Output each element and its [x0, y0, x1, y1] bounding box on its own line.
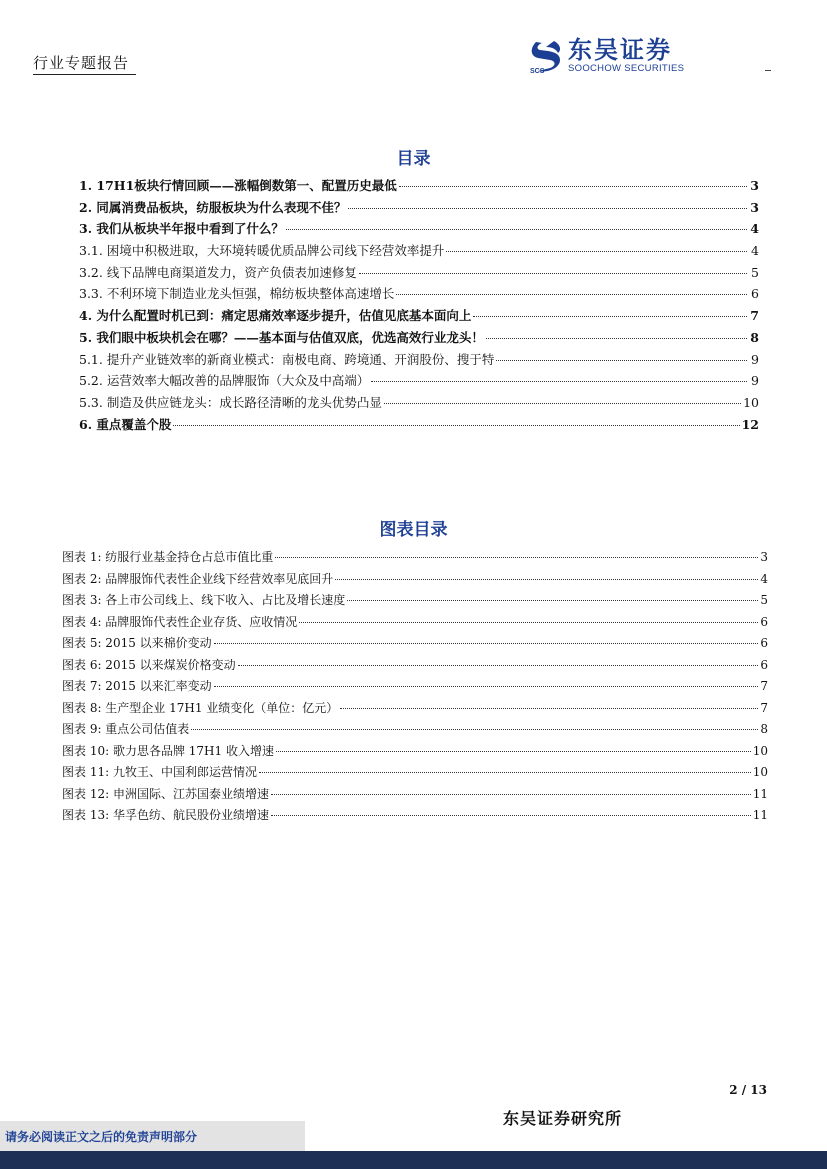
- footer-bar: [0, 1151, 827, 1169]
- figure-item[interactable]: 图表 7: 2015 以来汇率变动 7: [62, 679, 768, 693]
- svg-text:SCS: SCS: [530, 68, 545, 74]
- figure-item[interactable]: 图表 10: 歌力思各品牌 17H1 收入增速 10: [62, 743, 768, 758]
- corner-mark: [765, 70, 771, 71]
- disclaimer-box: [0, 1121, 305, 1151]
- figure-item[interactable]: 图表 4: 品牌服饰代表性企业存货、应收情况 6: [62, 614, 768, 629]
- table-of-contents: [79, 176, 759, 436]
- soochow-logo-icon: [528, 38, 564, 74]
- figure-item[interactable]: 图表 11: 九牧王、中国利郎运营情况 10: [62, 765, 768, 779]
- toc-item[interactable]: 6. 重点覆盖个股 12: [79, 416, 759, 432]
- figure-item[interactable]: 图表 2: 品牌服饰代表性企业线下经营效率见底回升 4: [62, 571, 768, 586]
- toc-subitem[interactable]: 5.3. 制造及供应链龙头：成长路径清晰的龙头优势凸显 10: [79, 394, 759, 410]
- figure-item[interactable]: 图表 5: 2015 以来棉价变动 6: [62, 636, 768, 650]
- toc-subitem[interactable]: 3.1. 困境中积极进取，大环境转暖优质品牌公司线下经营效率提升 4: [79, 243, 759, 259]
- page-number: 2 / 13: [729, 1083, 767, 1097]
- figure-item[interactable]: 图表 1: 纺服行业基金持仓占总市值比重 3: [62, 550, 768, 564]
- figure-list-title: 图表目录: [379, 520, 448, 540]
- toc-subitem[interactable]: 3.3. 不利环境下制造业龙头恒强，棉纺板块整体高速增长 6: [79, 286, 759, 302]
- figure-item[interactable]: 图表 12: 申洲国际、江苏国泰业绩增速 11: [62, 786, 768, 801]
- brand-logo: [528, 38, 728, 76]
- figure-item[interactable]: 图表 6: 2015 以来煤炭价格变动 6: [62, 657, 768, 672]
- toc-item[interactable]: 3. 我们从板块半年报中看到了什么？ 4: [79, 221, 759, 237]
- toc-title: 目录: [396, 149, 431, 169]
- toc-item[interactable]: 2. 同属消费品板块，纺服板块为什么表现不佳？ 3: [79, 199, 759, 215]
- toc-subitem[interactable]: 3.2. 线下品牌电商渠道发力，资产负债表加速修复 5: [79, 264, 759, 280]
- brand-name-en: SOOCHOW SECURITIES: [568, 63, 685, 74]
- brand-name-cn: 东吴证券: [568, 36, 672, 64]
- toc-item[interactable]: 1. 17H1板块行情回顾——涨幅倒数第一、配置历史最低 3: [79, 178, 759, 193]
- figure-item[interactable]: 图表 9: 重点公司估值表 8: [62, 722, 768, 736]
- toc-item[interactable]: 4. 为什么配置时机已到：痛定思痛效率逐步提升，估值见底基本面向上 7: [79, 308, 759, 324]
- figure-list: [62, 548, 768, 828]
- figure-item[interactable]: 图表 13: 华孚色纺、航民股份业绩增速 11: [62, 808, 768, 822]
- report-category: 行业专题报告: [33, 54, 130, 72]
- footer-org-name: 东吴证券研究所: [503, 1109, 623, 1128]
- disclaimer-text: 请务必阅读正文之后的免责声明部分: [5, 1129, 198, 1144]
- header-underline: [33, 74, 136, 75]
- figure-item[interactable]: 图表 8: 生产型企业 17H1 业绩变化（单位：亿元） 7: [62, 700, 768, 715]
- toc-item[interactable]: 5. 我们眼中板块机会在哪？——基本面与估值双底，优选高效行业龙头！ 8: [79, 329, 759, 345]
- toc-subitem[interactable]: 5.1. 提升产业链效率的新商业模式：南极电商、跨境通、开润股份、搜于特 9: [79, 351, 759, 367]
- figure-item[interactable]: 图表 3: 各上市公司线上、线下收入、占比及增长速度 5: [62, 593, 768, 607]
- toc-subitem[interactable]: 5.2. 运营效率大幅改善的品牌服饰（大众及中高端） 9: [79, 373, 759, 389]
